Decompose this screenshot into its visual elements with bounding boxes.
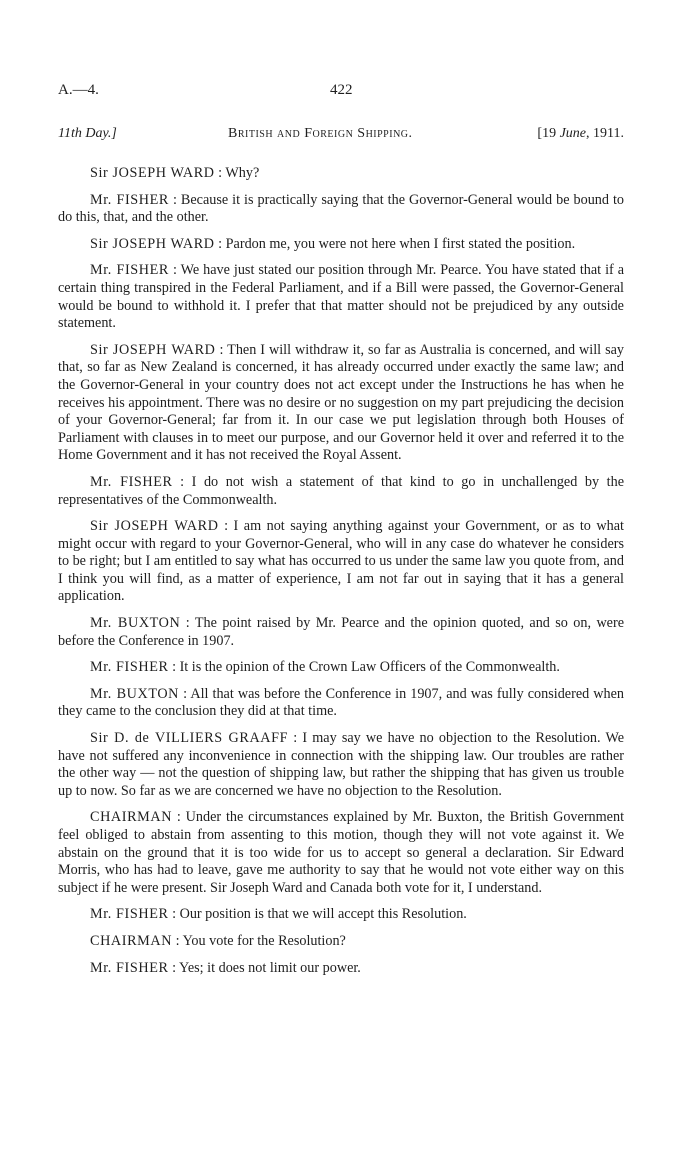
paragraph — [58, 730, 624, 800]
paragraph-text: : Because it is practically saying that the Governor-General would be bound to do this, that, and the other. — [58, 191, 625, 226]
paragraph-text: : Pardon me, you were not here when I first stated the position. — [218, 235, 576, 252]
speaker-name: Mr. FISHER — [90, 959, 169, 976]
page-number: 422 — [330, 82, 353, 98]
speaker-name: CHAIRMAN — [90, 932, 173, 949]
paragraph-text: : The point raised by Mr. Pearce and the opinion quoted, and so on, were before the Conference in 1907. — [58, 615, 625, 649]
transcript-body — [58, 165, 624, 986]
paper-reference: A.—4. — [58, 82, 99, 98]
speaker-name: Mr. FISHER — [90, 473, 173, 490]
date-suffix: , 1911. — [586, 126, 624, 141]
speaker-name: Sir D. de VILLIERS GRAAFF — [90, 730, 289, 747]
paragraph — [58, 933, 624, 951]
paragraph — [58, 342, 624, 465]
date-month: June — [559, 126, 587, 141]
paragraph — [58, 518, 624, 606]
page-top-line — [58, 82, 624, 106]
speaker-name: Sir JOSEPH WARD — [90, 341, 216, 358]
paragraph — [58, 236, 624, 254]
paragraph — [58, 960, 624, 978]
paragraph — [58, 192, 624, 227]
paragraph — [58, 165, 624, 183]
speaker-name: Mr. FISHER — [90, 262, 169, 279]
paragraph-text: : It is the opinion of the Crown Law Officers of the Commonwealth. — [172, 659, 560, 676]
speaker-name: Mr. FISHER — [90, 906, 169, 923]
speaker-name: Mr. FISHER — [90, 191, 169, 208]
paragraph-text: : All that was before the Conference in 1907, and was fully considered when they came to the conclusion they did at that time. — [58, 685, 625, 720]
paragraph — [58, 659, 624, 677]
section-title: British and Foreign Shipping. — [228, 126, 413, 141]
paragraph — [58, 686, 624, 721]
paragraph-text: : Our position is that we will accept this Resolution. — [172, 906, 467, 923]
paragraph-text: : Then I will withdraw it, so far as Australia is concerned, and will say that, so far as New Zealand is concerned, it has already occurred under exactly the same law; and the Governor-General in your country does not act except under the Instructions he has when he receives his appointment. There was no desire or no suggestion on my part prejudicing the decision of your Governor-General; far from it. In our case we put legislation through both Houses of Parliament with clauses in to meet our purpose, and our Governor held it over and referred it to the Home Government and it has not received the Royal Assent. — [58, 341, 625, 464]
paragraph — [58, 262, 624, 332]
speaker-name: Mr. BUXTON — [90, 685, 180, 702]
day-label: 11th Day.] — [58, 126, 117, 141]
paragraph-text: : You vote for the Resolution? — [175, 932, 346, 949]
date-prefix: [19 — [537, 126, 560, 141]
paragraph-text: : I may say we have no objection to the Resolution. We have not suffered any inconvenience in connection with the shipping law. Our troubles are rather the other way — not the question of shipping law, but rather the shipping that has given us trouble up to now. So far as we are concerned we have no objection to the Resolution. — [58, 730, 624, 799]
speaker-name: Sir JOSEPH WARD — [90, 235, 215, 252]
paragraph — [58, 906, 624, 924]
paragraph-text: : We have just stated our position through Mr. Pearce. You have stated that if a certain thing transpired in the Federal Parliament, and if a Bill were passed, the Governor-General would be bound to withhold it. I prefer that that matter should not be prejudiced by any outside statement. — [58, 262, 625, 332]
speaker-name: Mr. FISHER — [90, 659, 169, 676]
paragraph — [58, 809, 624, 897]
speaker-name: Mr. BUXTON — [90, 615, 181, 632]
paragraph-text: : Under the circumstances explained by Mr. Buxton, the British Government feel obliged to abstain from assenting to this motion, though they will not vote against it. We abstain on the ground that it is too wide for us to accept so general a declaration. Sir Edward Morris, who has had to leave, gave me authority to say that he would not vote either way on this subject if he were present. Sir Joseph Ward and Canada both vote for it, I understand. — [58, 809, 625, 896]
running-head — [58, 126, 624, 150]
paragraph-text: : Yes; it does not limit our power. — [172, 959, 361, 976]
paragraph — [58, 474, 624, 509]
speaker-name: Sir JOSEPH WARD — [90, 165, 215, 181]
paragraph — [58, 615, 624, 650]
date-label — [537, 126, 624, 142]
paragraph-text: : I am not saying anything against your Government, or as to what might occur with regard to your Governor-General, who will in any case do whatever he considers to be right; but I am entitled to say what has occurred to us under the same law you quote from, and I think you will find, as a matter of experience, I am not far out in saying that it has a general application. — [58, 518, 624, 605]
speaker-name: CHAIRMAN — [90, 809, 173, 826]
speaker-name: Sir JOSEPH WARD — [90, 518, 219, 535]
paragraph-text: : I do not wish a statement of that kind to go in unchallenged by the representatives of the Commonwealth. — [58, 473, 624, 508]
paragraph-text: : Why? — [218, 165, 260, 181]
